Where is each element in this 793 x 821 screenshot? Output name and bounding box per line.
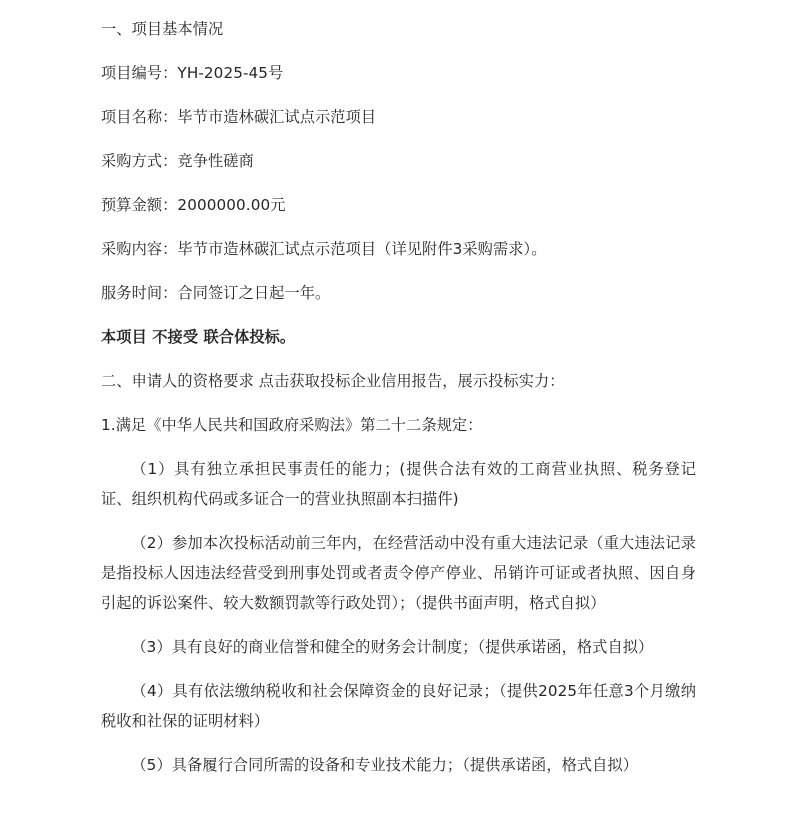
document-body (101, 14, 696, 780)
requirement-law-clause: 1.满足《中华人民共和国政府采购法》第二十二条规定： (101, 416, 483, 434)
requirement-item-4: （4）具有依法缴纳税收和社会保障资金的良好记录；（提供2025年任意3个月缴纳税收和社保的证明材料） (101, 682, 696, 730)
project-name: 项目名称：毕节市造林碳汇试点示范项目 (101, 108, 377, 126)
service-period: 服务时间：合同签订之日起一年。 (101, 284, 331, 302)
consortium-notice: 本项目 不接受 联合体投标。 (101, 328, 296, 346)
requirement-item-5: （5）具备履行合同所需的设备和专业技术能力；（提供承诺函，格式自拟） (131, 756, 639, 774)
section-two-heading: 二、申请人的资格要求 点击获取投标企业信用报告，展示投标实力： (101, 372, 565, 390)
procurement-method: 采购方式：竞争性磋商 (101, 152, 254, 170)
requirement-item-2: （2）参加本次投标活动前三年内，在经营活动中没有重大违法记录（重大违法记录是指投标人因违法经营受到刑事处罚或者责令停产停业、吊销许可证或者执照、因自身引起的诉讼案件、较大数额罚款等行政处罚）；（提供书面声明，格式自拟） (101, 534, 696, 612)
budget-amount: 预算金额：2000000.00元 (101, 196, 286, 214)
requirement-item-3: （3）具有良好的商业信誉和健全的财务会计制度；（提供承诺函，格式自拟） (131, 638, 654, 656)
project-number: 项目编号：YH-2025-45号 (101, 64, 284, 82)
section-one-heading: 一、项目基本情况 (101, 20, 224, 38)
procurement-content: 采购内容：毕节市造林碳汇试点示范项目（详见附件3采购需求）。 (101, 240, 547, 258)
requirement-item-1: （1）具有独立承担民事责任的能力；(提供合法有效的工商营业执照、税务登记证、组织机构代码或多证合一的营业执照副本扫描件) (101, 460, 696, 508)
